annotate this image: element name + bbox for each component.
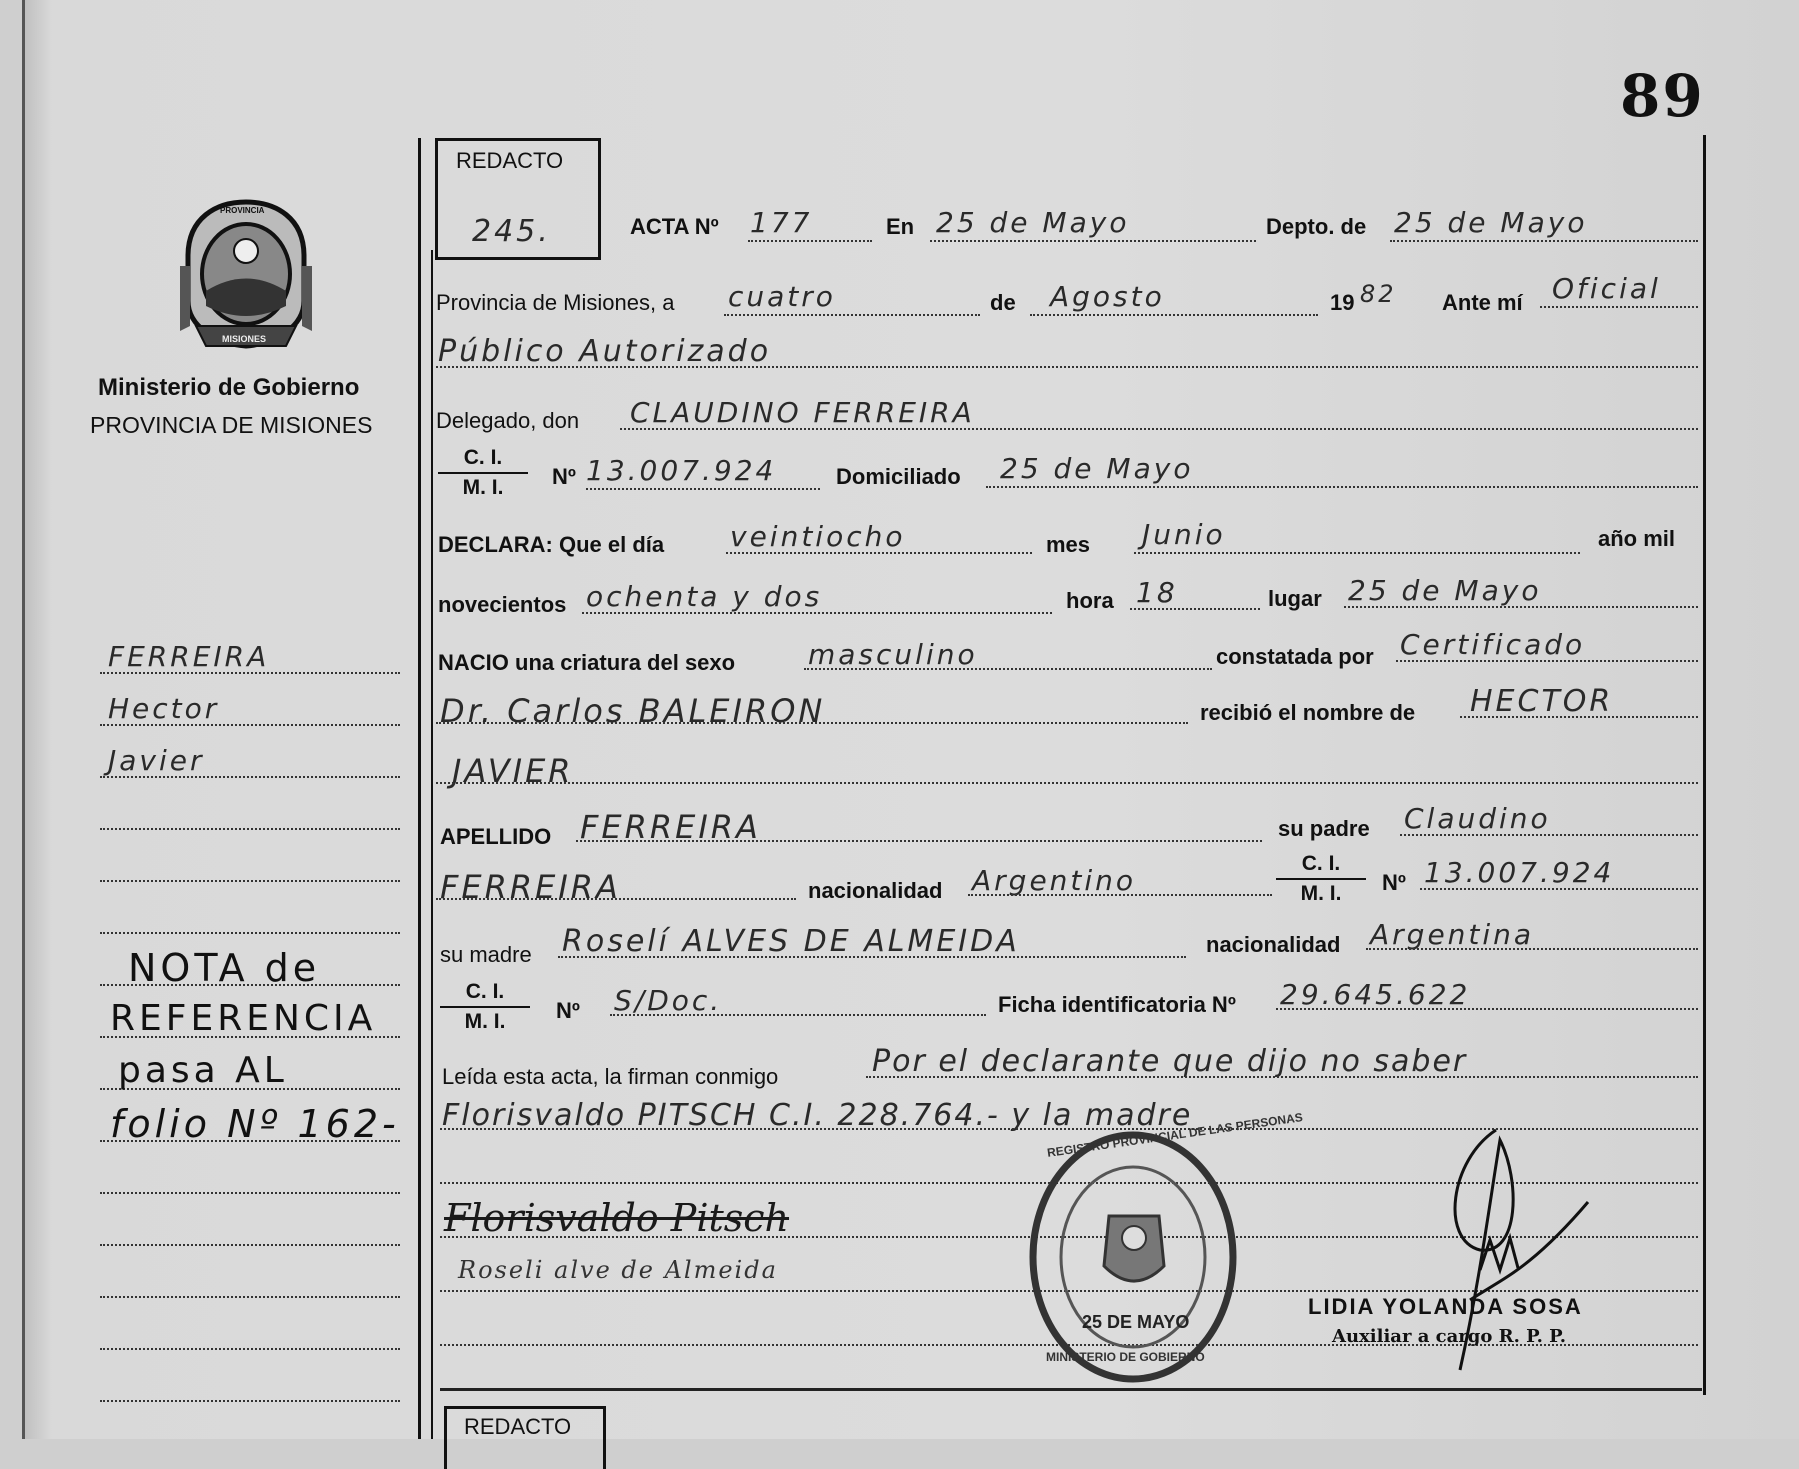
fill-line bbox=[1400, 834, 1698, 836]
lugar-label: lugar bbox=[1268, 586, 1322, 611]
mother-nationality: Argentina bbox=[1370, 918, 1535, 951]
fill-line bbox=[1276, 1008, 1698, 1010]
surname-value: FERREIRA bbox=[580, 808, 761, 846]
margin-note-line1: NOTA de bbox=[128, 946, 321, 990]
father-nationality-label: nacionalidad bbox=[808, 878, 943, 903]
delegado-no-label: Nº bbox=[552, 464, 576, 489]
fill-line bbox=[582, 612, 1052, 614]
bottom-separator bbox=[440, 1388, 1702, 1391]
ci-label: C. I. bbox=[463, 446, 503, 469]
fill-line bbox=[804, 668, 1212, 670]
fill-line bbox=[436, 366, 1698, 368]
fraction-bar bbox=[1276, 878, 1366, 880]
delegado-ci-mi bbox=[438, 446, 528, 500]
mi-label: M. I. bbox=[464, 1010, 506, 1033]
fill-line bbox=[748, 240, 872, 242]
acta-number: 177 bbox=[750, 206, 813, 239]
province-emblem-icon bbox=[176, 196, 316, 351]
stamp-bottom-text: MINISTERIO DE GOBIERNO bbox=[1046, 1350, 1205, 1364]
birth-day: veintiocho bbox=[730, 520, 906, 553]
year-prefix: 19 bbox=[1330, 290, 1355, 315]
en-value: 25 de Mayo bbox=[936, 206, 1130, 239]
hora-label: hora bbox=[1066, 588, 1114, 613]
signature-florisvaldo: Florisvaldo Pitsch bbox=[444, 1196, 790, 1240]
oficial-value-2: Público Autorizado bbox=[438, 334, 772, 369]
margin-line bbox=[100, 1348, 400, 1350]
ficha-label: Ficha identificatoria Nº bbox=[998, 992, 1236, 1017]
madre-label: su madre bbox=[440, 942, 532, 967]
margin-first-name: Hector bbox=[108, 692, 220, 725]
official-name: LIDIA YOLANDA SOSA bbox=[1308, 1294, 1583, 1319]
birth-month: Junio bbox=[1142, 518, 1226, 551]
fill-line bbox=[610, 1014, 986, 1016]
fill-line bbox=[1396, 660, 1698, 662]
mi-label: M. I. bbox=[462, 476, 504, 499]
margin-line bbox=[100, 880, 400, 882]
fill-line bbox=[726, 552, 1032, 554]
father-doc: 13.007.924 bbox=[1424, 856, 1615, 889]
birth-hour: 18 bbox=[1136, 576, 1178, 609]
fill-line bbox=[1540, 306, 1698, 308]
apellido-label: APELLIDO bbox=[440, 824, 552, 849]
fill-line bbox=[1344, 606, 1698, 608]
father-nationality: Argentino bbox=[972, 864, 1137, 897]
provincia-label: Provincia de Misiones, a bbox=[436, 290, 675, 315]
page-number: 89 bbox=[1620, 62, 1705, 130]
emblem-bottom-text: MISIONES bbox=[222, 334, 267, 344]
ficha-value: 29.645.622 bbox=[1280, 978, 1471, 1011]
province-title: PROVINCIA DE MISIONES bbox=[90, 412, 373, 438]
mi-label: M. I. bbox=[1300, 882, 1342, 905]
de-label: de bbox=[990, 290, 1016, 315]
declara-label: DECLARA: Que el día bbox=[438, 532, 665, 557]
margin-line bbox=[100, 828, 400, 830]
fill-line bbox=[986, 486, 1698, 488]
birth-year: ochenta y dos bbox=[586, 580, 823, 613]
main-left-border bbox=[418, 138, 421, 1439]
fill-line bbox=[436, 898, 796, 900]
margin-note-line3: pasa AL bbox=[118, 1050, 288, 1091]
registry-stamp-icon bbox=[1024, 1126, 1242, 1388]
ante-label: Ante mí bbox=[1442, 290, 1523, 315]
margin-line bbox=[100, 1244, 400, 1246]
signature-roseli: Roseli alve de Almeida bbox=[458, 1256, 778, 1284]
main-right-border bbox=[1703, 135, 1706, 1395]
delegado-name: CLAUDINO FERREIRA bbox=[630, 396, 975, 429]
fill-line bbox=[586, 488, 820, 490]
padre-label: su padre bbox=[1278, 816, 1370, 841]
day-value: cuatro bbox=[728, 280, 836, 313]
fill-line bbox=[1030, 314, 1318, 316]
page-edge bbox=[22, 0, 25, 1439]
birth-place: 25 de Mayo bbox=[1348, 574, 1542, 607]
fill-line bbox=[436, 722, 1188, 724]
domiciliado-label: Domiciliado bbox=[836, 464, 961, 489]
year-suffix: 82 bbox=[1360, 280, 1397, 308]
margin-line bbox=[100, 932, 400, 934]
fill-line bbox=[930, 240, 1256, 242]
mother-nationality-label: nacionalidad bbox=[1206, 932, 1341, 957]
father-ci-mi bbox=[1276, 852, 1366, 906]
father-name: Claudino bbox=[1404, 802, 1551, 835]
fill-line bbox=[1460, 716, 1698, 718]
nacio-label: NACIO una criatura del sexo bbox=[438, 650, 736, 675]
mother-no-label: Nº bbox=[556, 998, 580, 1023]
father-surname: FERREIRA bbox=[440, 868, 621, 906]
fill-line bbox=[968, 894, 1272, 896]
given-name-2: JAVIER bbox=[452, 752, 574, 790]
leida-label: Leída esta acta, la firman conmigo bbox=[442, 1064, 779, 1089]
ministry-title: Ministerio de Gobierno bbox=[98, 374, 360, 401]
father-no-label: Nº bbox=[1382, 870, 1406, 895]
depto-label: Depto. de bbox=[1266, 214, 1367, 239]
fraction-bar bbox=[438, 472, 528, 474]
fill-line bbox=[1366, 948, 1698, 950]
novecientos-label: novecientos bbox=[438, 592, 567, 617]
fill-line bbox=[1134, 552, 1580, 554]
oficial-value: Oficial bbox=[1552, 272, 1661, 305]
fill-line bbox=[620, 428, 1698, 430]
mother-ci-mi bbox=[440, 980, 530, 1034]
margin-line bbox=[100, 1400, 400, 1402]
margin-surname: FERREIRA bbox=[108, 640, 270, 673]
stamp-ring-text: REGISTRO PROVINCIAL DE LAS PERSONAS bbox=[1046, 1110, 1304, 1160]
margin-line bbox=[100, 1192, 400, 1194]
fill-line bbox=[436, 782, 1698, 784]
official-title: Auxiliar a cargo R. P. P. bbox=[1332, 1326, 1567, 1347]
fraction-bar bbox=[440, 1006, 530, 1008]
redacto-label: REDACTO bbox=[456, 148, 564, 173]
emblem-top-text: PROVINCIA bbox=[220, 206, 265, 215]
mes-label: mes bbox=[1046, 532, 1091, 557]
domicilio-value: 25 de Mayo bbox=[1000, 452, 1194, 485]
bottom-redacto-label: REDACTO bbox=[464, 1414, 572, 1439]
recibio-label: recibió el nombre de bbox=[1200, 700, 1416, 725]
mother-doc: S/Doc. bbox=[614, 984, 723, 1017]
acta-label: ACTA Nº bbox=[630, 214, 719, 239]
depto-value: 25 de Mayo bbox=[1394, 206, 1588, 239]
fill-line bbox=[866, 1076, 1698, 1078]
doctor-name: Dr. Carlos BALEIRON bbox=[440, 692, 826, 730]
fill-line bbox=[724, 314, 980, 316]
signature-note-2: Florisvaldo PITSCH C.I. 228.764.- y la madre bbox=[442, 1098, 1193, 1133]
constatada-value: Certificado bbox=[1400, 628, 1586, 661]
month-value: Agosto bbox=[1050, 280, 1165, 313]
fill-line bbox=[576, 840, 1262, 842]
margin-line bbox=[100, 1296, 400, 1298]
fill-line bbox=[1420, 888, 1698, 890]
ci-label: C. I. bbox=[465, 980, 505, 1003]
margin-note-line2: REFERENCIA bbox=[110, 998, 377, 1039]
constatada-label: constatada por bbox=[1216, 644, 1374, 669]
anio-mil-label: año mil bbox=[1598, 526, 1676, 551]
en-label: En bbox=[886, 214, 915, 239]
margin-note-line4: folio Nº 162- bbox=[110, 1102, 400, 1146]
fill-line bbox=[558, 956, 1186, 958]
delegado-doc: 13.007.924 bbox=[586, 454, 777, 487]
redacto-value: 245. bbox=[472, 214, 551, 249]
signature-note-1: Por el declarante que dijo no saber bbox=[872, 1044, 1468, 1079]
delegado-label: Delegado, don bbox=[436, 408, 580, 433]
margin-second-name: Javier bbox=[108, 744, 205, 777]
ci-label: C. I. bbox=[1301, 852, 1341, 875]
fill-line bbox=[1130, 608, 1260, 610]
stamp-inner-text: 25 DE MAYO bbox=[1082, 1312, 1190, 1332]
sex-value: masculino bbox=[808, 638, 978, 671]
inner-left-border bbox=[431, 250, 433, 1439]
mother-name: Roselí ALVES DE ALMEIDA bbox=[562, 924, 1020, 959]
given-name-1: HECTOR bbox=[1470, 684, 1614, 719]
fill-line bbox=[1390, 240, 1698, 242]
